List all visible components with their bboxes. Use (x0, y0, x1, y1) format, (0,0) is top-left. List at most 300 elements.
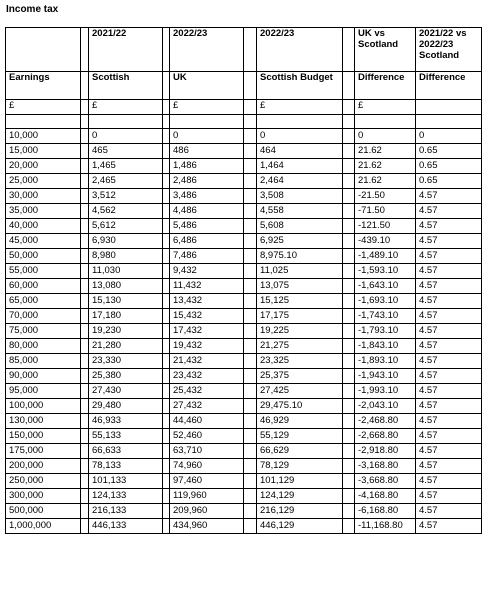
spacer-cell (163, 294, 170, 309)
scotland-diff-cell: 4.57 (416, 369, 482, 384)
spacer-cell (343, 369, 355, 384)
empty-cell (257, 115, 343, 129)
scottish-budget-cell: 29,475.10 (257, 399, 343, 414)
spacer-cell (244, 444, 257, 459)
spacer-cell (343, 459, 355, 474)
scottish-2021-cell: 465 (89, 144, 163, 159)
spacer-cell (343, 144, 355, 159)
table-row (6, 129, 482, 144)
uk-vs-scotland-cell: -3,168.80 (355, 459, 416, 474)
spacer-cell (163, 504, 170, 519)
spacer-cell (244, 219, 257, 234)
scottish-2021-cell: 216,133 (89, 504, 163, 519)
scottish-budget-cell: 13,075 (257, 279, 343, 294)
header-row-labels (6, 72, 482, 100)
header-cell: Scottish (89, 72, 163, 100)
table-row (6, 369, 482, 384)
earnings-cell: 80,000 (6, 339, 81, 354)
spacer-cell (343, 399, 355, 414)
spacer-cell (81, 115, 89, 129)
spacer-cell (163, 189, 170, 204)
header-cell: UK vs Scotland (355, 28, 416, 72)
scottish-budget-cell: 23,325 (257, 354, 343, 369)
table-row (6, 429, 482, 444)
scottish-budget-cell: 3,508 (257, 189, 343, 204)
spacer-cell (81, 144, 89, 159)
spacer-cell (81, 279, 89, 294)
spacer-cell (163, 234, 170, 249)
spacer-cell (81, 459, 89, 474)
spacer-cell (163, 489, 170, 504)
header-cell: 2021/22 (89, 28, 163, 72)
scottish-budget-cell: 25,375 (257, 369, 343, 384)
scotland-diff-cell: 0.65 (416, 144, 482, 159)
scottish-2021-cell: 29,480 (89, 399, 163, 414)
spacer-cell (244, 339, 257, 354)
spacer-cell (244, 174, 257, 189)
scotland-diff-cell: 4.57 (416, 429, 482, 444)
scottish-budget-cell: 8,975.10 (257, 249, 343, 264)
scotland-diff-cell: 4.57 (416, 474, 482, 489)
spacer-cell (81, 294, 89, 309)
table-row (6, 279, 482, 294)
scotland-diff-cell: 4.57 (416, 459, 482, 474)
table-row (6, 234, 482, 249)
header-cell (6, 28, 81, 72)
empty-cell (6, 115, 81, 129)
spacer-cell (163, 444, 170, 459)
uk-2022-cell: 19,432 (170, 339, 244, 354)
scottish-2021-cell: 11,030 (89, 264, 163, 279)
uk-vs-scotland-cell: -1,489.10 (355, 249, 416, 264)
table-row (6, 519, 482, 534)
spacer-cell (163, 249, 170, 264)
scottish-2021-cell: 3,512 (89, 189, 163, 204)
spacer-cell (163, 159, 170, 174)
scottish-budget-cell: 5,608 (257, 219, 343, 234)
spacer-cell (343, 489, 355, 504)
spacer-cell (343, 72, 355, 100)
spacer-cell (343, 444, 355, 459)
header-cell: UK (170, 72, 244, 100)
spacer-cell (343, 279, 355, 294)
scotland-diff-cell: 4.57 (416, 339, 482, 354)
uk-2022-cell: 0 (170, 129, 244, 144)
scottish-2021-cell: 19,230 (89, 324, 163, 339)
table-body (6, 28, 482, 534)
scottish-2021-cell: 8,980 (89, 249, 163, 264)
spacer-cell (244, 324, 257, 339)
uk-vs-scotland-cell: -2,668.80 (355, 429, 416, 444)
spacer-cell (343, 354, 355, 369)
uk-vs-scotland-cell: -71.50 (355, 204, 416, 219)
spacer-cell (343, 28, 355, 72)
spacer-cell (343, 384, 355, 399)
scottish-budget-cell: 216,129 (257, 504, 343, 519)
scottish-2021-cell: 66,633 (89, 444, 163, 459)
spacer-cell (163, 384, 170, 399)
spacer-cell (81, 100, 89, 115)
spacer-cell (163, 369, 170, 384)
scottish-budget-cell: 4,558 (257, 204, 343, 219)
spacer-cell (343, 474, 355, 489)
earnings-cell: 45,000 (6, 234, 81, 249)
uk-2022-cell: 13,432 (170, 294, 244, 309)
scottish-budget-cell: 55,129 (257, 429, 343, 444)
earnings-cell: 75,000 (6, 324, 81, 339)
spacer-cell (244, 399, 257, 414)
spacer-cell (81, 28, 89, 72)
scottish-budget-cell: 6,925 (257, 234, 343, 249)
currency-cell: £ (355, 100, 416, 115)
table-row (6, 504, 482, 519)
spacer-cell (81, 429, 89, 444)
spacer-cell (343, 174, 355, 189)
scottish-2021-cell: 46,933 (89, 414, 163, 429)
spacer-cell (163, 115, 170, 129)
scotland-diff-cell: 4.57 (416, 384, 482, 399)
table-row (6, 174, 482, 189)
earnings-cell: 55,000 (6, 264, 81, 279)
spacer-cell (244, 294, 257, 309)
uk-vs-scotland-cell: -1,693.10 (355, 294, 416, 309)
spacer-cell (244, 309, 257, 324)
uk-2022-cell: 4,486 (170, 204, 244, 219)
spacer-cell (343, 429, 355, 444)
earnings-cell: 150,000 (6, 429, 81, 444)
spacer-cell (244, 264, 257, 279)
earnings-cell: 70,000 (6, 309, 81, 324)
scottish-budget-cell: 21,275 (257, 339, 343, 354)
uk-2022-cell: 25,432 (170, 384, 244, 399)
spacer-cell (81, 354, 89, 369)
spacer-cell (163, 129, 170, 144)
uk-2022-cell: 2,486 (170, 174, 244, 189)
spacer-cell (81, 174, 89, 189)
uk-vs-scotland-cell: 21.62 (355, 174, 416, 189)
table-row (6, 384, 482, 399)
spacer-cell (244, 144, 257, 159)
spacer-cell (244, 129, 257, 144)
scotland-diff-cell: 4.57 (416, 204, 482, 219)
table-row (6, 264, 482, 279)
spacer-cell (163, 354, 170, 369)
scotland-diff-cell: 4.57 (416, 504, 482, 519)
scottish-2021-cell: 0 (89, 129, 163, 144)
spacer-cell (81, 72, 89, 100)
uk-2022-cell: 52,460 (170, 429, 244, 444)
spacer-cell (343, 264, 355, 279)
spacer-cell (163, 28, 170, 72)
scottish-budget-cell: 446,129 (257, 519, 343, 534)
spacer-cell (343, 414, 355, 429)
spacer-cell (244, 189, 257, 204)
scottish-budget-cell: 1,464 (257, 159, 343, 174)
spacer-cell (343, 129, 355, 144)
scotland-diff-cell: 4.57 (416, 279, 482, 294)
spacer-cell (343, 219, 355, 234)
table-row (6, 294, 482, 309)
earnings-cell: 10,000 (6, 129, 81, 144)
uk-vs-scotland-cell: -6,168.80 (355, 504, 416, 519)
uk-2022-cell: 9,432 (170, 264, 244, 279)
spacer-cell (343, 339, 355, 354)
currency-cell: £ (257, 100, 343, 115)
uk-vs-scotland-cell: 21.62 (355, 144, 416, 159)
scottish-budget-cell: 15,125 (257, 294, 343, 309)
spacer-cell (163, 219, 170, 234)
earnings-cell: 40,000 (6, 219, 81, 234)
scottish-2021-cell: 27,430 (89, 384, 163, 399)
spacer-cell (81, 519, 89, 534)
scottish-2021-cell: 25,380 (89, 369, 163, 384)
spacer-cell (244, 354, 257, 369)
spacer-cell (81, 219, 89, 234)
spacer-cell (244, 159, 257, 174)
scotland-diff-cell: 4.57 (416, 264, 482, 279)
uk-2022-cell: 119,960 (170, 489, 244, 504)
scottish-budget-cell: 17,175 (257, 309, 343, 324)
scottish-2021-cell: 5,612 (89, 219, 163, 234)
spacer-cell (163, 72, 170, 100)
earnings-cell: 250,000 (6, 474, 81, 489)
spacer-cell (343, 294, 355, 309)
table-row (6, 204, 482, 219)
table-row (6, 309, 482, 324)
scottish-budget-cell: 27,425 (257, 384, 343, 399)
header-cell: Earnings (6, 72, 81, 100)
empty-cell (170, 115, 244, 129)
header-cell: Difference (416, 72, 482, 100)
spacer-cell (343, 204, 355, 219)
scottish-2021-cell: 21,280 (89, 339, 163, 354)
table-row (6, 249, 482, 264)
spacer-cell (81, 489, 89, 504)
uk-2022-cell: 1,486 (170, 159, 244, 174)
table-row (6, 144, 482, 159)
scottish-budget-cell: 66,629 (257, 444, 343, 459)
scotland-diff-cell: 4.57 (416, 414, 482, 429)
spacer-cell (163, 264, 170, 279)
earnings-cell: 20,000 (6, 159, 81, 174)
empty-cell (416, 115, 482, 129)
scottish-budget-cell: 2,464 (257, 174, 343, 189)
uk-2022-cell: 97,460 (170, 474, 244, 489)
spacer-cell (244, 234, 257, 249)
earnings-cell: 130,000 (6, 414, 81, 429)
blank-row (6, 115, 482, 129)
currency-cell: £ (6, 100, 81, 115)
earnings-cell: 35,000 (6, 204, 81, 219)
uk-vs-scotland-cell: -439.10 (355, 234, 416, 249)
uk-2022-cell: 209,960 (170, 504, 244, 519)
spacer-cell (81, 189, 89, 204)
uk-vs-scotland-cell: 0 (355, 129, 416, 144)
header-cell: 2022/23 (257, 28, 343, 72)
spacer-cell (81, 369, 89, 384)
uk-vs-scotland-cell: -121.50 (355, 219, 416, 234)
spacer-cell (81, 324, 89, 339)
scottish-2021-cell: 55,133 (89, 429, 163, 444)
earnings-cell: 25,000 (6, 174, 81, 189)
spacer-cell (244, 369, 257, 384)
spacer-cell (244, 519, 257, 534)
table-row (6, 444, 482, 459)
table-row (6, 324, 482, 339)
scottish-budget-cell: 0 (257, 129, 343, 144)
earnings-cell: 300,000 (6, 489, 81, 504)
earnings-cell: 50,000 (6, 249, 81, 264)
table-row (6, 354, 482, 369)
scottish-budget-cell: 46,929 (257, 414, 343, 429)
uk-vs-scotland-cell: -1,843.10 (355, 339, 416, 354)
uk-2022-cell: 5,486 (170, 219, 244, 234)
spacer-cell (244, 115, 257, 129)
spacer-cell (244, 459, 257, 474)
header-cell: 2022/23 (170, 28, 244, 72)
spacer-cell (81, 234, 89, 249)
spacer-cell (163, 474, 170, 489)
earnings-cell: 65,000 (6, 294, 81, 309)
earnings-cell: 15,000 (6, 144, 81, 159)
spacer-cell (244, 100, 257, 115)
spacer-cell (343, 234, 355, 249)
spacer-cell (244, 429, 257, 444)
spacer-cell (81, 444, 89, 459)
table-row (6, 414, 482, 429)
spacer-cell (163, 174, 170, 189)
uk-vs-scotland-cell: -1,893.10 (355, 354, 416, 369)
scottish-2021-cell: 1,465 (89, 159, 163, 174)
spacer-cell (163, 414, 170, 429)
table-row (6, 159, 482, 174)
spacer-cell (244, 28, 257, 72)
earnings-cell: 200,000 (6, 459, 81, 474)
scotland-diff-cell: 4.57 (416, 489, 482, 504)
spacer-cell (81, 339, 89, 354)
spacer-cell (343, 115, 355, 129)
table-row (6, 474, 482, 489)
scottish-2021-cell: 13,080 (89, 279, 163, 294)
spacer-cell (81, 474, 89, 489)
scottish-budget-cell: 464 (257, 144, 343, 159)
uk-vs-scotland-cell: -2,043.10 (355, 399, 416, 414)
uk-2022-cell: 44,460 (170, 414, 244, 429)
table-row (6, 219, 482, 234)
spacer-cell (244, 489, 257, 504)
earnings-cell: 90,000 (6, 369, 81, 384)
spacer-cell (244, 204, 257, 219)
spacer-cell (163, 309, 170, 324)
uk-2022-cell: 63,710 (170, 444, 244, 459)
scottish-2021-cell: 446,133 (89, 519, 163, 534)
spacer-cell (163, 324, 170, 339)
earnings-cell: 100,000 (6, 399, 81, 414)
uk-vs-scotland-cell: -3,668.80 (355, 474, 416, 489)
uk-2022-cell: 21,432 (170, 354, 244, 369)
earnings-cell: 1,000,000 (6, 519, 81, 534)
spacer-cell (163, 100, 170, 115)
scotland-diff-cell: 4.57 (416, 234, 482, 249)
scotland-diff-cell: 4.57 (416, 219, 482, 234)
spacer-cell (163, 429, 170, 444)
spacer-cell (81, 384, 89, 399)
spacer-cell (244, 474, 257, 489)
spacer-cell (244, 72, 257, 100)
spacer-cell (244, 504, 257, 519)
scottish-budget-cell: 124,129 (257, 489, 343, 504)
uk-2022-cell: 6,486 (170, 234, 244, 249)
uk-vs-scotland-cell: -11,168.80 (355, 519, 416, 534)
table-row (6, 399, 482, 414)
earnings-cell: 85,000 (6, 354, 81, 369)
uk-vs-scotland-cell: -1,593.10 (355, 264, 416, 279)
spacer-cell (343, 519, 355, 534)
scotland-diff-cell: 4.57 (416, 324, 482, 339)
uk-2022-cell: 27,432 (170, 399, 244, 414)
spacer-cell (81, 504, 89, 519)
scottish-budget-cell: 19,225 (257, 324, 343, 339)
scottish-budget-cell: 78,129 (257, 459, 343, 474)
uk-2022-cell: 3,486 (170, 189, 244, 204)
spacer-cell (343, 189, 355, 204)
spacer-cell (244, 414, 257, 429)
spacer-cell (343, 309, 355, 324)
spacer-cell (244, 249, 257, 264)
uk-vs-scotland-cell: -2,468.80 (355, 414, 416, 429)
header-cell: 2021/22 vs 2022/23 Scotland (416, 28, 482, 72)
currency-cell (416, 100, 482, 115)
empty-cell (355, 115, 416, 129)
table-row (6, 339, 482, 354)
income-tax-table (5, 27, 482, 534)
uk-vs-scotland-cell: -1,793.10 (355, 324, 416, 339)
header-cell: Scottish Budget (257, 72, 343, 100)
uk-vs-scotland-cell: -2,918.80 (355, 444, 416, 459)
scotland-diff-cell: 0.65 (416, 174, 482, 189)
scotland-diff-cell: 4.57 (416, 519, 482, 534)
header-cell: Difference (355, 72, 416, 100)
scotland-diff-cell: 0 (416, 129, 482, 144)
spacer-cell (163, 279, 170, 294)
scottish-2021-cell: 78,133 (89, 459, 163, 474)
earnings-cell: 95,000 (6, 384, 81, 399)
uk-2022-cell: 11,432 (170, 279, 244, 294)
scotland-diff-cell: 0.65 (416, 159, 482, 174)
spacer-cell (81, 414, 89, 429)
spacer-cell (343, 324, 355, 339)
spacer-cell (163, 204, 170, 219)
scotland-diff-cell: 4.57 (416, 309, 482, 324)
uk-2022-cell: 486 (170, 144, 244, 159)
spacer-cell (163, 339, 170, 354)
spacer-cell (343, 159, 355, 174)
spacer-cell (81, 399, 89, 414)
uk-vs-scotland-cell: -1,743.10 (355, 309, 416, 324)
scotland-diff-cell: 4.57 (416, 249, 482, 264)
uk-2022-cell: 23,432 (170, 369, 244, 384)
scotland-diff-cell: 4.57 (416, 354, 482, 369)
spacer-cell (163, 519, 170, 534)
scottish-2021-cell: 101,133 (89, 474, 163, 489)
header-row-years (6, 28, 482, 72)
scottish-2021-cell: 6,930 (89, 234, 163, 249)
uk-vs-scotland-cell: -1,993.10 (355, 384, 416, 399)
spacer-cell (81, 129, 89, 144)
spacer-cell (163, 144, 170, 159)
spacer-cell (343, 249, 355, 264)
spacer-cell (81, 264, 89, 279)
